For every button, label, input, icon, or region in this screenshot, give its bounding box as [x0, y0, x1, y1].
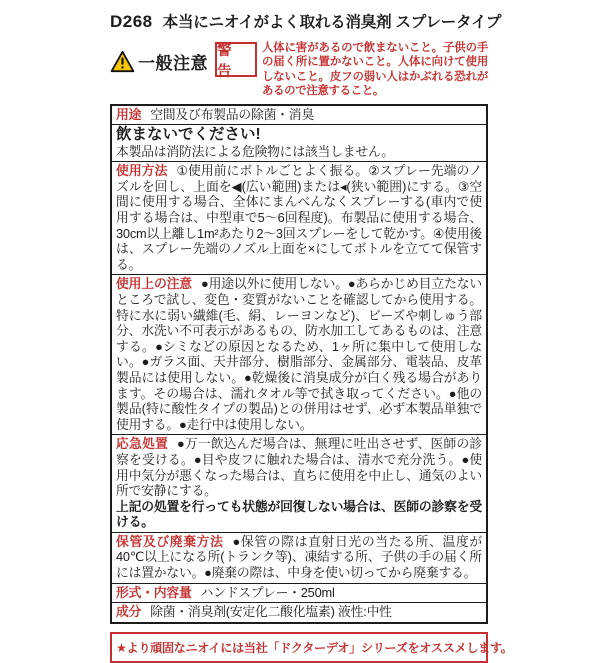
- section-label: 使用上の注意: [116, 276, 192, 292]
- section-label: 保管及び廃棄方法: [116, 533, 224, 549]
- recommendation-note: [110, 632, 513, 663]
- do-not-drink-note: 本製品は消防法による危険物には該当しません。: [116, 144, 394, 160]
- product-label-sheet: [110, 10, 513, 663]
- row-usage: [112, 106, 486, 125]
- row-how-to-use: [112, 161, 486, 274]
- info-table: [110, 104, 488, 624]
- row-precautions: [112, 274, 486, 434]
- caution-header: [110, 41, 488, 99]
- do-not-drink-headline: 飲まないでください!: [116, 126, 261, 144]
- row-do-not-drink: [112, 124, 486, 161]
- section-label: 用途: [116, 106, 142, 122]
- row-ingredients: [112, 602, 486, 622]
- general-caution: [110, 49, 208, 74]
- usage-text: 空間及び布製品の除菌・消臭: [150, 106, 314, 122]
- section-label: 使用方法: [116, 163, 168, 179]
- section-label: 形式・内容量: [116, 584, 192, 600]
- warning-badge: 警 告: [215, 42, 257, 77]
- page-title: [110, 10, 502, 32]
- product-code: D268: [110, 12, 153, 31]
- precautions-text: ●用途以外に使用しない。●あらかじめ目立たないところで試し、変色・変質がないことを確認してから使用する。特に水に弱い繊維(毛、絹、レーヨンなど)、ビーズや刺しゅう部分、水洗い不可表示があるもの、防水加工してあるものは、注意する。●シミなどの原因となるため、1ヶ所に集中して使用しない。●ガラス面、天井部分、樹脂部分、金属部分、電装品、皮革製品には使用しない。●乾燥後に消臭成分が白く残る場合があります。その場合は、濡れタオル等で拭き取ってください。●他の製品(特に酸性タイプの製品)との併用はせず、必ず本製品単独で使用する。●走行中は使用しない。: [116, 276, 483, 432]
- warning-text: 人体に害があるので飲まないこと。子供の手の届く所に置かないこと。人体に向けて使用しないこと。皮フの弱い人はかぶれる恐れがあるので注意すること。: [262, 42, 488, 98]
- general-caution-label: 一般注意: [138, 54, 208, 73]
- format-text: ハンドスプレー・250ml: [200, 584, 335, 600]
- warning-triangle-icon: [110, 50, 135, 73]
- section-label: 応急処置: [116, 436, 168, 452]
- section-label: 成分: [116, 604, 142, 620]
- row-format: [112, 583, 486, 603]
- product-title: 本当にニオイがよく取れる消臭剤 スプレータイプ: [162, 14, 502, 31]
- how-to-use-text: ①使用前にボトルごとよく振る。②スプレー先端のノズルを回し、上面を◀(広い範囲)または◂(狭い範囲)にする。③空間に使用する場合、全体にまんべんなくスプレーする(車内で使用する場合は、中型車で5〜6回程度)。布製品に使用する場合、30cm以上離し1m²あたり2〜3回スプレーをして乾かす。④使用後は、スプレー先端のノズル上面を×にしてボトルを立てて保管する。: [116, 163, 482, 272]
- ingredients-text: 除菌・消臭剤(安定化二酸化塩素) 液性:中性: [150, 604, 392, 620]
- row-first-aid: [112, 434, 486, 532]
- recommendation-text: ★より頑固なニオイには当社「ドクターデオ」シリーズをオススメします。: [116, 640, 513, 655]
- first-aid-text: ●万一飲込んだ場合は、無理に吐出させず、医師の診察を受ける。●目や皮フに触れた場合は、清水で充分洗う。●使用中気分が悪くなった場合は、直ちに使用を中止し、通気のよい所で安静にする。: [116, 436, 483, 499]
- first-aid-bold-note: 上記の処置を行っても状態が回復しない場合は、医師の診察を受ける。: [116, 498, 482, 530]
- row-storage: [112, 532, 486, 583]
- storage-text: ●保管の際は直射日光の当たる所、温度が40℃以上になる所(トランク等)、凍結する所、子供の手の届く所には置かない。●廃棄の際は、中身を使い切ってから廃棄する。: [116, 533, 482, 581]
